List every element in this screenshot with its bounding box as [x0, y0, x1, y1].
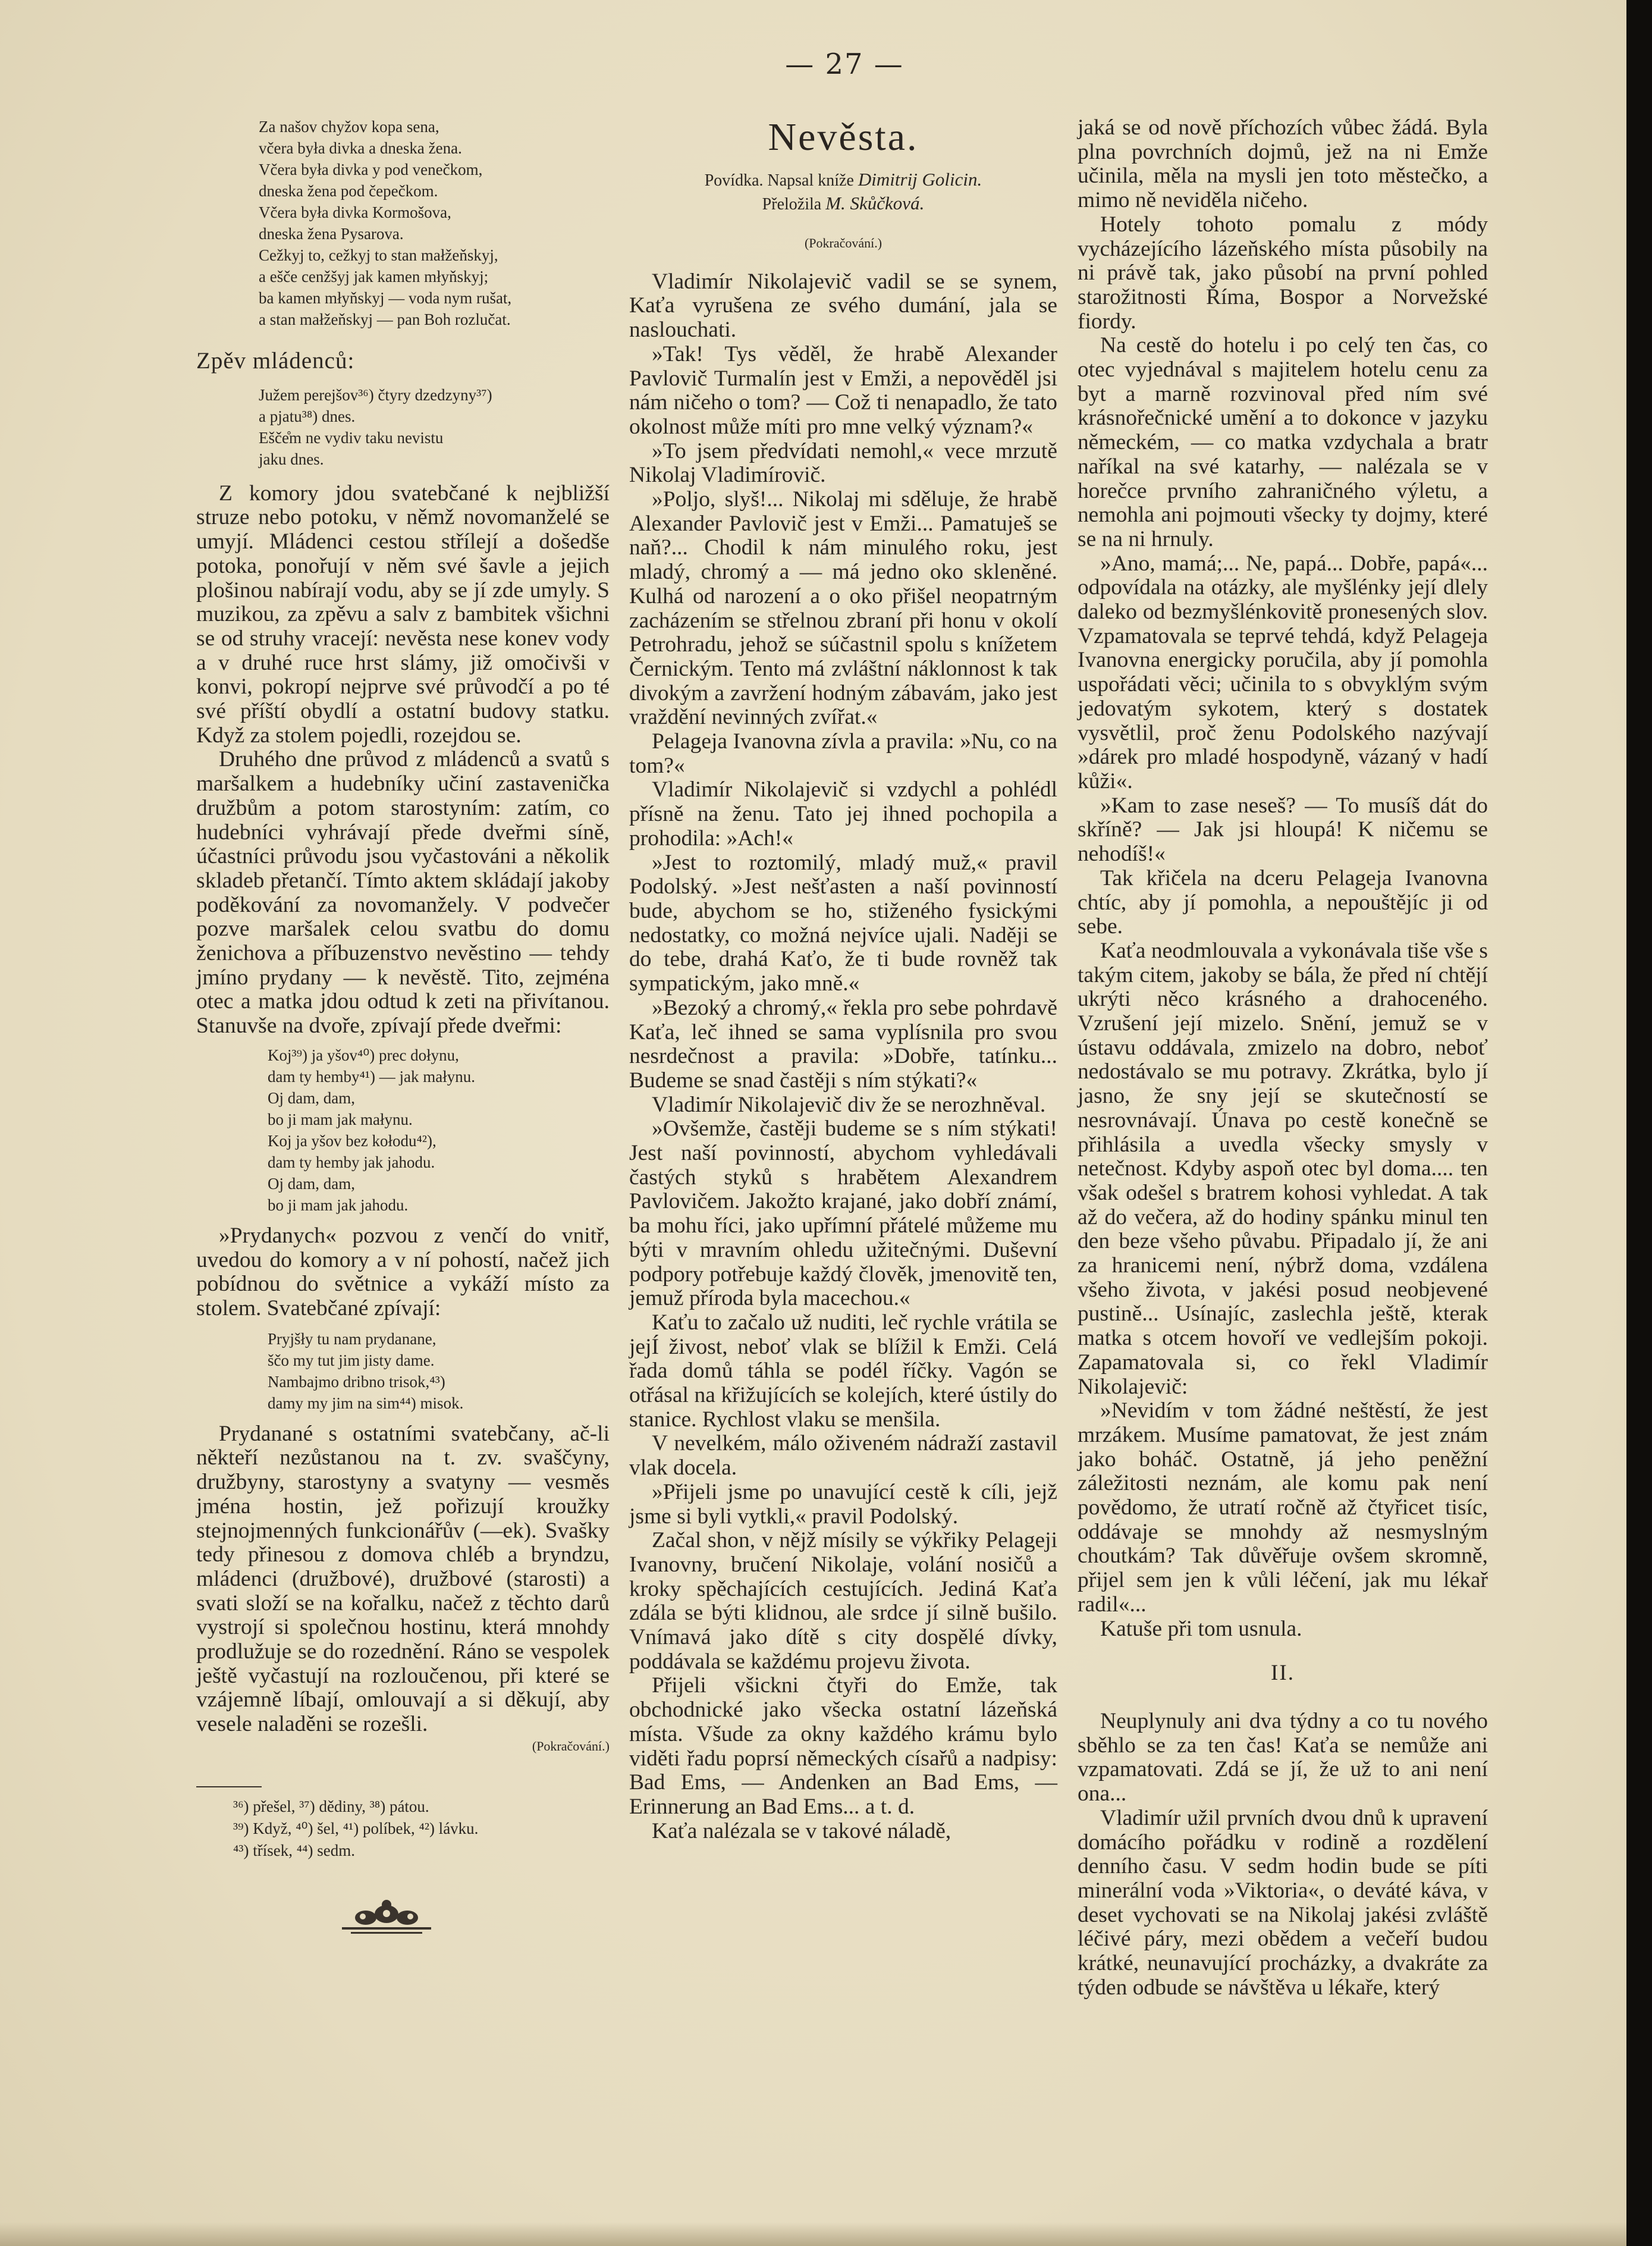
- youth-song-verse: [259, 384, 610, 470]
- wedding-verse-4: [268, 1328, 610, 1414]
- verse-line: Oj dam, dam,: [268, 1089, 355, 1107]
- verse-line: Nambajmo dribno trisok,⁴³): [268, 1372, 445, 1391]
- footnote-line: ³⁹) Když, ⁴⁰) šel, ⁴¹) políbek, ⁴²) lávku.: [233, 1819, 479, 1837]
- footnotes: [233, 1796, 610, 1862]
- paragraph: »Bezoký a chromý,« řekla pro sebe pohrdavě Kaťa, leč ihned se sama vyplísnila pro svou nesrdečnost a pravila: »Dobře, tatínku... Budeme se snad častěji s ním stýkati?«: [629, 995, 1057, 1093]
- decorative-ornament: [336, 1897, 437, 1939]
- middle-column: [629, 116, 1057, 1843]
- paragraph: »Ovšemže, častěji budeme se s ním stýkati! Jest naší povinností, abychom vyhledávali častých styků s hrabětem Alexandrem Pavlovičem. Jakožto krajané, jako dobří známí, ba mohu říci, jako upřímní přátelé můžeme mu býti v mravním ohledu užitečnými. Duševní podpory potřebuje každý člověk, jmenovitě ten, jemuž příroda byla macechou.«: [629, 1116, 1057, 1311]
- story-byline: [629, 168, 1057, 192]
- byline-text: Povídka. Napsal kníže: [704, 171, 854, 190]
- continued-note: (Pokračování.): [532, 1738, 610, 1753]
- verse-line: Južem perejšov³⁶) čtyry dzedzyny³⁷): [259, 385, 492, 404]
- paragraph: »Přijeli jsme po unavující cestě k cíli, jejž jsme si byli vytkli,« pravil Podolský.: [629, 1479, 1057, 1529]
- footnote-line: ³⁶) přešel, ³⁷) dědiny, ³⁸) pátou.: [233, 1797, 429, 1815]
- verse-line: bo ji mam jak jahodu.: [268, 1196, 409, 1214]
- paragraph: Katuše při tom usnula.: [1100, 1616, 1302, 1641]
- verse-line: jaku dnes.: [259, 450, 324, 468]
- paragraph: Kaťa nalézala se v takové náladě,: [652, 1818, 951, 1843]
- paragraph: Prydanané s ostatními svatebčany, ač-li někteří nezůstanou na t. zv. svaščyny, družbyny, starostyny a svatyny — vesměs jména hostin, jež pořizují kroužky stejnojmenných funkcionářův (—ek). Svašky tedy přinesou z domova chléb a bryndzu, mládenci (družbové), družbové (starosti) a svati složí se na kořalku, načež z těchto darů vystrojí si společnou hostinu, která mnohdy prodlužuje se do rozednění. Ráno se vespolek ještě vyčastují na rozloučenou, při které se vzájemně líbají, omlouvají a si děkují, aby vesele naladěni se rozešli.: [196, 1421, 610, 1737]
- verse-line: bo ji mam jak małynu.: [268, 1110, 413, 1128]
- story-translator: [629, 192, 1057, 216]
- paragraph: »Nevidím v tom žádné neštěstí, že jest mrzákem. Musíme pamatovat, že jest znám jako boháč. Ostatně, já jeho peněžní záležitosti neznám, ale komu pak není povědomo, že utratí ročně až čtyřicet tisíc, oddávaje se mnohdy až nesmyslným choutkám? Tak důvěřuje ovšem skromně, přijel sem jen k vůli léčení, jak mu lékař radil«...: [1078, 1398, 1488, 1617]
- section-heading-youth-song: Zpěv mládenců:: [196, 348, 355, 374]
- verse-line: dneska žena pod čepečkom.: [259, 182, 438, 200]
- translator-name: M. Skůčková.: [825, 193, 925, 214]
- verse-line: Oj dam, dam,: [268, 1174, 355, 1193]
- paragraph: Vladimír Nikolajevič div že se nerozhněval.: [652, 1092, 1046, 1117]
- paragraph: Pelageja Ivanovna zívla a pravila: »Nu, co na tom?«: [629, 729, 1057, 778]
- verse-line: a ešče cenžšyj jak kamen młyňskyj;: [259, 268, 489, 286]
- paragraph: »Ano, mamá;... Ne, papá... Dobře, papá«... odpovídala na otázky, ale myšlénky její dlely daleko od bezmyšlénkovitě pronesených slov. Vzpamatovala se teprvé tehdá, když Pelageja Ivanovna energicky poručila, aby jí pomohla uspořádati věci; učinila to s obvyklým svým jedovatým sykotem, který s dostatek vysvětlil, proč ženu Podolského nazývají »dárek pro mladé hospodyně, vázaný v hadí kůži«.: [1078, 551, 1488, 793]
- page-edge-shadow: [0, 2222, 1626, 2246]
- story-title: Nevěsta.: [768, 115, 919, 159]
- verse-line: Cežkyj to, cežkyj to stan małžeňskyj,: [259, 246, 498, 264]
- verse-line: ba kamen młyňskyj — voda nym rušat,: [259, 289, 512, 307]
- paragraph: »To jsem předvídati nemohl,« vece mrzutě Nikolaj Vladimírovič.: [629, 438, 1057, 488]
- right-column: [1078, 116, 1488, 2000]
- paragraph: »Jest to roztomilý, mladý muž,« pravil Podolský. »Jest nešťasten a naší povinností bude, abychom se ho, stiženého fysickými nedostatky, co možná nejvíce ujali. Naději se do tebe, drahá Kaťo, že ti bude rovněž tak sympatickým, jako mně.«: [629, 850, 1057, 996]
- left-column: [196, 116, 610, 1944]
- verse-line: Včera była divka y pod venečkom,: [259, 161, 483, 178]
- paragraph: Vladimír Nikolajevič si vzdychl a pohlédl přísně na ženu. Tato jej ihned pochopila a prohodila: »Ach!«: [629, 777, 1057, 851]
- verse-line: Ešče̊m ne vydiv taku nevistu: [259, 428, 444, 447]
- paragraph: Začal shon, v nějž mísily se výkřiky Pelageji Ivanovny, bručení Nikolaje, volání nosičů a kroky spěchajících cestujících. Jediná Kaťa zdála se býti klidnou, ale srdce jí silně bušilo. Vnímavá jako dítě s city dospělé dívky, poddávala se každému projevu života.: [629, 1528, 1057, 1674]
- translator-label: Přeložila: [762, 195, 822, 214]
- paragraph: Kaťa neodmlouvala a vykonávala tiše vše s takým citem, jakoby se bála, že před ní chtějí ukrýti něco krásného a drahoceného. Vzrušení její mizelo. Snění, jemuž se v ústavu oddávala, zmizelo na dobro, neboť nedostávalo se mu potravy. Zkrátka, bylo jí jasno, že sny její se skutečností se nesrovnávají. Únava po cestě konečně se přihlásila a uvedla všecky smysly v netečnost. Kdyby aspoň otec byl doma.... ten však odešel s bratrem kohosi vyhledat. A tak až do večera, až do hodiny spánku minul ten den beze všeho půvabu. Připadalo jí, že ani za hranicemi není, nýbrž doma, vzdálena všeho života, v jakési posud neobjevené pustině... Usínajíc, zaslechla ještě, kterak matka s otcem hovoří ve vedlejším pokoji. Zapamatovala si, co řekl Vladimír Nikolajevič:: [1078, 938, 1488, 1399]
- paragraph: Neuplynuly ani dva týdny a co tu nového sběhlo se za ten čas! Kaťa se nemůže ani vzpamatovati. Zdá se jí, že už to ani není ona...: [1078, 1709, 1488, 1806]
- chapter-number: II.: [1271, 1661, 1295, 1686]
- paragraph: Kaťu to začalo už nuditi, leč rychle vrátila se jejÍ živost, neboť vlak se blížil k Emži. Celá řada domů táhla se podél říčky. Vagón se otřásal na křižujících se kolejích, které ústily do stanice. Rychlost vlaku se menšila.: [629, 1310, 1057, 1432]
- verse-line: Koj ja yšov bez kołodu⁴²),: [268, 1131, 436, 1150]
- verse-line: damy my jim na sim⁴⁴) misok.: [268, 1394, 464, 1412]
- paragraph: Vladimír užil prvních dvou dnů k upravení domácího pořádku v rodině a rozdělení denního času. V sedm hodin bude se píti minerální voda »Viktoria«, o deváté káva, v deset vychovati se na Nikolaj jakési zvláště léčivé páry, mezi obědem a večeří budou krátké, neunavující procházky, a dvakráte za týden odbude se návštěva u lékaře, který: [1078, 1805, 1488, 2000]
- paragraph: Tak křičela na dceru Pelageja Ivanovna chtíc, aby jí pomohla, a nepouštějíc ji od sebe.: [1078, 865, 1488, 939]
- paragraph: Hotely tohoto pomalu z módy vycházejícího lázeňského místa působily na ni právě tak, jako působí na první pohled starožitnosti Říma, Bospor a Norvežské fiordy.: [1078, 212, 1488, 334]
- verse-line: Pryjšły tu nam prydanane,: [268, 1329, 436, 1348]
- paragraph: »Kam to zase neseš? — To musíš dát do skříně? — Jak jsi hloupá! K ničemu se nehodíš!«: [1078, 793, 1488, 867]
- verse-line: ščo my tut jim jisty dame.: [268, 1351, 435, 1369]
- paragraph: V nevelkém, málo oživeném nádraží zastavil vlak docela.: [629, 1431, 1057, 1480]
- wedding-verse-1: [259, 116, 610, 330]
- verse-line: Koj³⁹) ja yšov⁴⁰) prec dołynu,: [268, 1046, 459, 1064]
- verse-line: dam ty hemby jak jahodu.: [268, 1153, 435, 1171]
- paragraph: »Tak! Tys věděl, že hrabě Alexander Pavlovič Turmalín jest v Emži, a nepověděl jsi nám ničeho o tom? — Což ti nenapadlo, že tato okolnost může míti pro mne velký význam?«: [629, 341, 1057, 439]
- verse-line: včera była divka a dneska žena.: [259, 139, 462, 157]
- page-number: — 27 —: [785, 48, 904, 81]
- paragraph: Z komory jdou svatebčané k nejbližší struze nebo potoku, v němž novomanželé se umyjí. Mládenci cestou střílejí a došedše potoka, ponořují v něm své šavle a jejich plošinou nabírají vodu, aby se jí zde umyly. S muzikou, za zpěvu a salv z bambitek všichni se od struhy vracejí: nevěsta nese konev vody a v druhé ruce hrst slámy, již omočivši v konvi, pokropí nejprve své průvodčí a po té své příští obydlí a ostatní budovy statku. Když za stolem pojedli, rozejdou se.: [196, 481, 610, 748]
- verse-line: dneska žena Pysarova.: [259, 225, 404, 243]
- scan-border: [1626, 0, 1652, 2246]
- paragraph: »Prydanych« pozvou z venčí do vnitř, uvedou do komory a v ní pohostí, načež jich pobídnou do světnice a vykáží místo za stolem. Svatebčané zpívají:: [196, 1223, 610, 1320]
- continued-note: (Pokračování.): [804, 236, 882, 250]
- footnote-line: ⁴³) třísek, ⁴⁴) sedm.: [233, 1841, 356, 1859]
- footnote-divider: [196, 1786, 262, 1787]
- chapter-two-body: [1078, 1709, 1488, 2000]
- verse-line: Včera była divka Kormošova,: [259, 203, 451, 221]
- story-body-continued: [1078, 116, 1488, 1641]
- paragraph: jaká se od nově příchozích vůbec žádá. Byla plna povrchních dojmů, jež na ni Emže učinila, měla na mysli jen toto městečko, a mimo ně neviděla ničeho.: [1078, 115, 1488, 213]
- paragraph: »Poljo, slyš!... Nikolaj mi sděluje, že hrabě Alexander Pavlovič jest v Emži... Pamatuješ se naň?... Chodil k nám minulého roku, jest mladý, chromý a — má jedno oko skleněné. Kulhá od narození a o oko přišel neopatrným zacházením se střelnou zbraní při honu v okolí Petrohradu, jehož se súčastnil spolu s knížetem Černickým. Tento má zvláštní náklonnost k tak divokým a zavržení hodným zábavám, jako jest vraždění nevinných zvířat.«: [629, 487, 1057, 730]
- verse-line: a stan małžeňskyj — pan Boh rozlučat.: [259, 310, 511, 328]
- paragraph: Na cestě do hotelu i po celý ten čas, co otec vyjednával s majitelem hotelu cenu za byt a marně rozvinoval před ním své krásnořečnické umění a to dokonce v jazyku německém, — co matka vzdychala a bratr naříkal na své katarhy, — nalézala se v horečce prvního zahraničného výletu, a nemohla ani pojmouti všecky ty dojmy, které se na ni hrnuly.: [1078, 333, 1488, 551]
- paragraph: Přijeli všickni čtyři do Emže, tak obchodnické jako všecka ostatní lázeňská místa. Všude za okny každého krámu bylo viděti řadu poprsí německých císařů a nadpisy: Bad Ems, — Andenken an Bad Ems, — Erinnerung an Bad Ems... a t. d.: [629, 1673, 1057, 1819]
- verse-line: Za našov chyžov kopa sena,: [259, 118, 439, 136]
- verse-line: dam ty hemby⁴¹) — jak małynu.: [268, 1067, 475, 1086]
- wedding-verse-3: [268, 1044, 610, 1216]
- paragraph: Vladimír Nikolajevič vadil se se synem, Kaťa vyrušena ze svého dumání, jala se naslouchati.: [629, 269, 1057, 343]
- paragraph: Druhého dne průvod z mládenců a svatů s maršalkem a hudebníky učiní zastavenička družbům a potom starostyním: zatím, co hudebníci vyhrávají přede dveřmi síně, účastníci průvodu jsou vyčastováni a několik skladeb přetančí. Tímto aktem skládají jakoby poděkování za novomanžely. V podvečer pozve maršalek celou svatbu do domu ženichova a příbuzenstvo nevěstino — tehdy jmíno prydany — k nevěstě. Tito, zejména otec a matka jdou odtud k zeti na přivítanou. Stanuvše na dvoře, zpívají přede dveřmi:: [196, 747, 610, 1039]
- verse-line: a pjatu³⁸) dnes.: [259, 407, 356, 425]
- author-name: Dimitrij Golicin.: [858, 169, 982, 190]
- story-body: [629, 270, 1057, 1844]
